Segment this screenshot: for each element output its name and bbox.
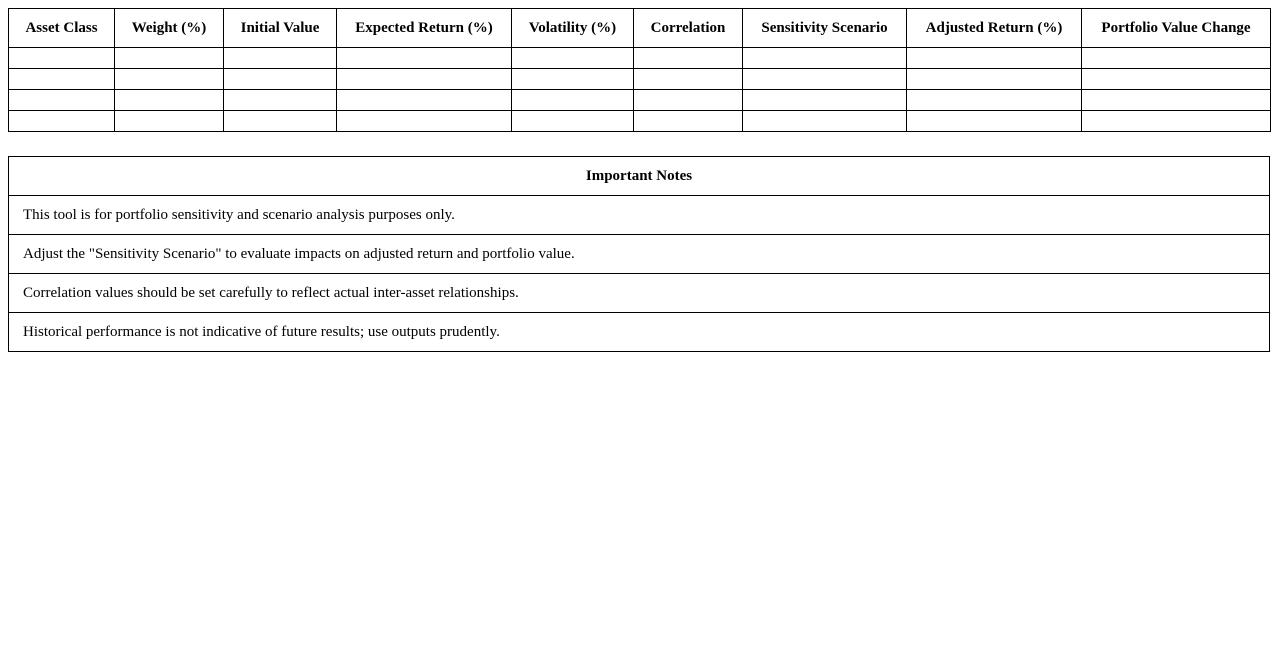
note-row [9,196,1270,235]
table-cell[interactable] [224,69,337,90]
notes-header-row [9,157,1270,196]
table-cell[interactable] [512,90,634,111]
table-cell[interactable] [512,111,634,132]
table-cell[interactable] [115,48,224,69]
table-row [9,48,1271,69]
table-cell[interactable] [1082,111,1271,132]
table-cell[interactable] [337,69,512,90]
note-row [9,274,1270,313]
table-cell[interactable] [907,90,1082,111]
table-cell[interactable] [115,69,224,90]
table-cell[interactable] [634,69,743,90]
note-text: Historical performance is not indicative of future results; use outputs prudently. [9,313,1270,352]
note-text: Adjust the "Sensitivity Scenario" to evaluate impacts on adjusted return and portfolio value. [9,235,1270,274]
table-cell[interactable] [9,90,115,111]
column-header-adjusted-return: Adjusted Return (%) [907,9,1082,48]
table-cell[interactable] [224,111,337,132]
table-cell[interactable] [907,111,1082,132]
table-cell[interactable] [337,48,512,69]
note-row [9,235,1270,274]
table-cell[interactable] [1082,69,1271,90]
column-header-portfolio-value-change: Portfolio Value Change [1082,9,1271,48]
portfolio-table [8,8,1271,132]
important-notes-table [8,156,1270,352]
table-cell[interactable] [634,48,743,69]
column-header-initial-value: Initial Value [224,9,337,48]
table-cell[interactable] [1082,90,1271,111]
table-cell[interactable] [743,48,907,69]
note-text: Correlation values should be set carefully to reflect actual inter-asset relationships. [9,274,1270,313]
table-cell[interactable] [512,48,634,69]
column-header-sensitivity-scenario: Sensitivity Scenario [743,9,907,48]
table-cell[interactable] [115,90,224,111]
table-cell[interactable] [337,111,512,132]
table-cell[interactable] [743,69,907,90]
column-header-volatility: Volatility (%) [512,9,634,48]
table-header-row [9,9,1271,48]
table-cell[interactable] [634,111,743,132]
column-header-weight: Weight (%) [115,9,224,48]
table-cell[interactable] [1082,48,1271,69]
notes-title: Important Notes [9,157,1270,196]
table-cell[interactable] [9,48,115,69]
table-cell[interactable] [224,48,337,69]
note-row [9,313,1270,352]
table-cell[interactable] [907,48,1082,69]
table-cell[interactable] [743,90,907,111]
table-cell[interactable] [9,111,115,132]
table-cell[interactable] [224,90,337,111]
table-cell[interactable] [907,69,1082,90]
table-cell[interactable] [512,69,634,90]
table-cell[interactable] [337,90,512,111]
table-cell[interactable] [743,111,907,132]
table-row [9,69,1271,90]
table-cell[interactable] [9,69,115,90]
table-row [9,90,1271,111]
table-cell[interactable] [115,111,224,132]
column-header-asset-class: Asset Class [9,9,115,48]
column-header-expected-return: Expected Return (%) [337,9,512,48]
table-row [9,111,1271,132]
table-cell[interactable] [634,90,743,111]
note-text: This tool is for portfolio sensitivity and scenario analysis purposes only. [9,196,1270,235]
column-header-correlation: Correlation [634,9,743,48]
